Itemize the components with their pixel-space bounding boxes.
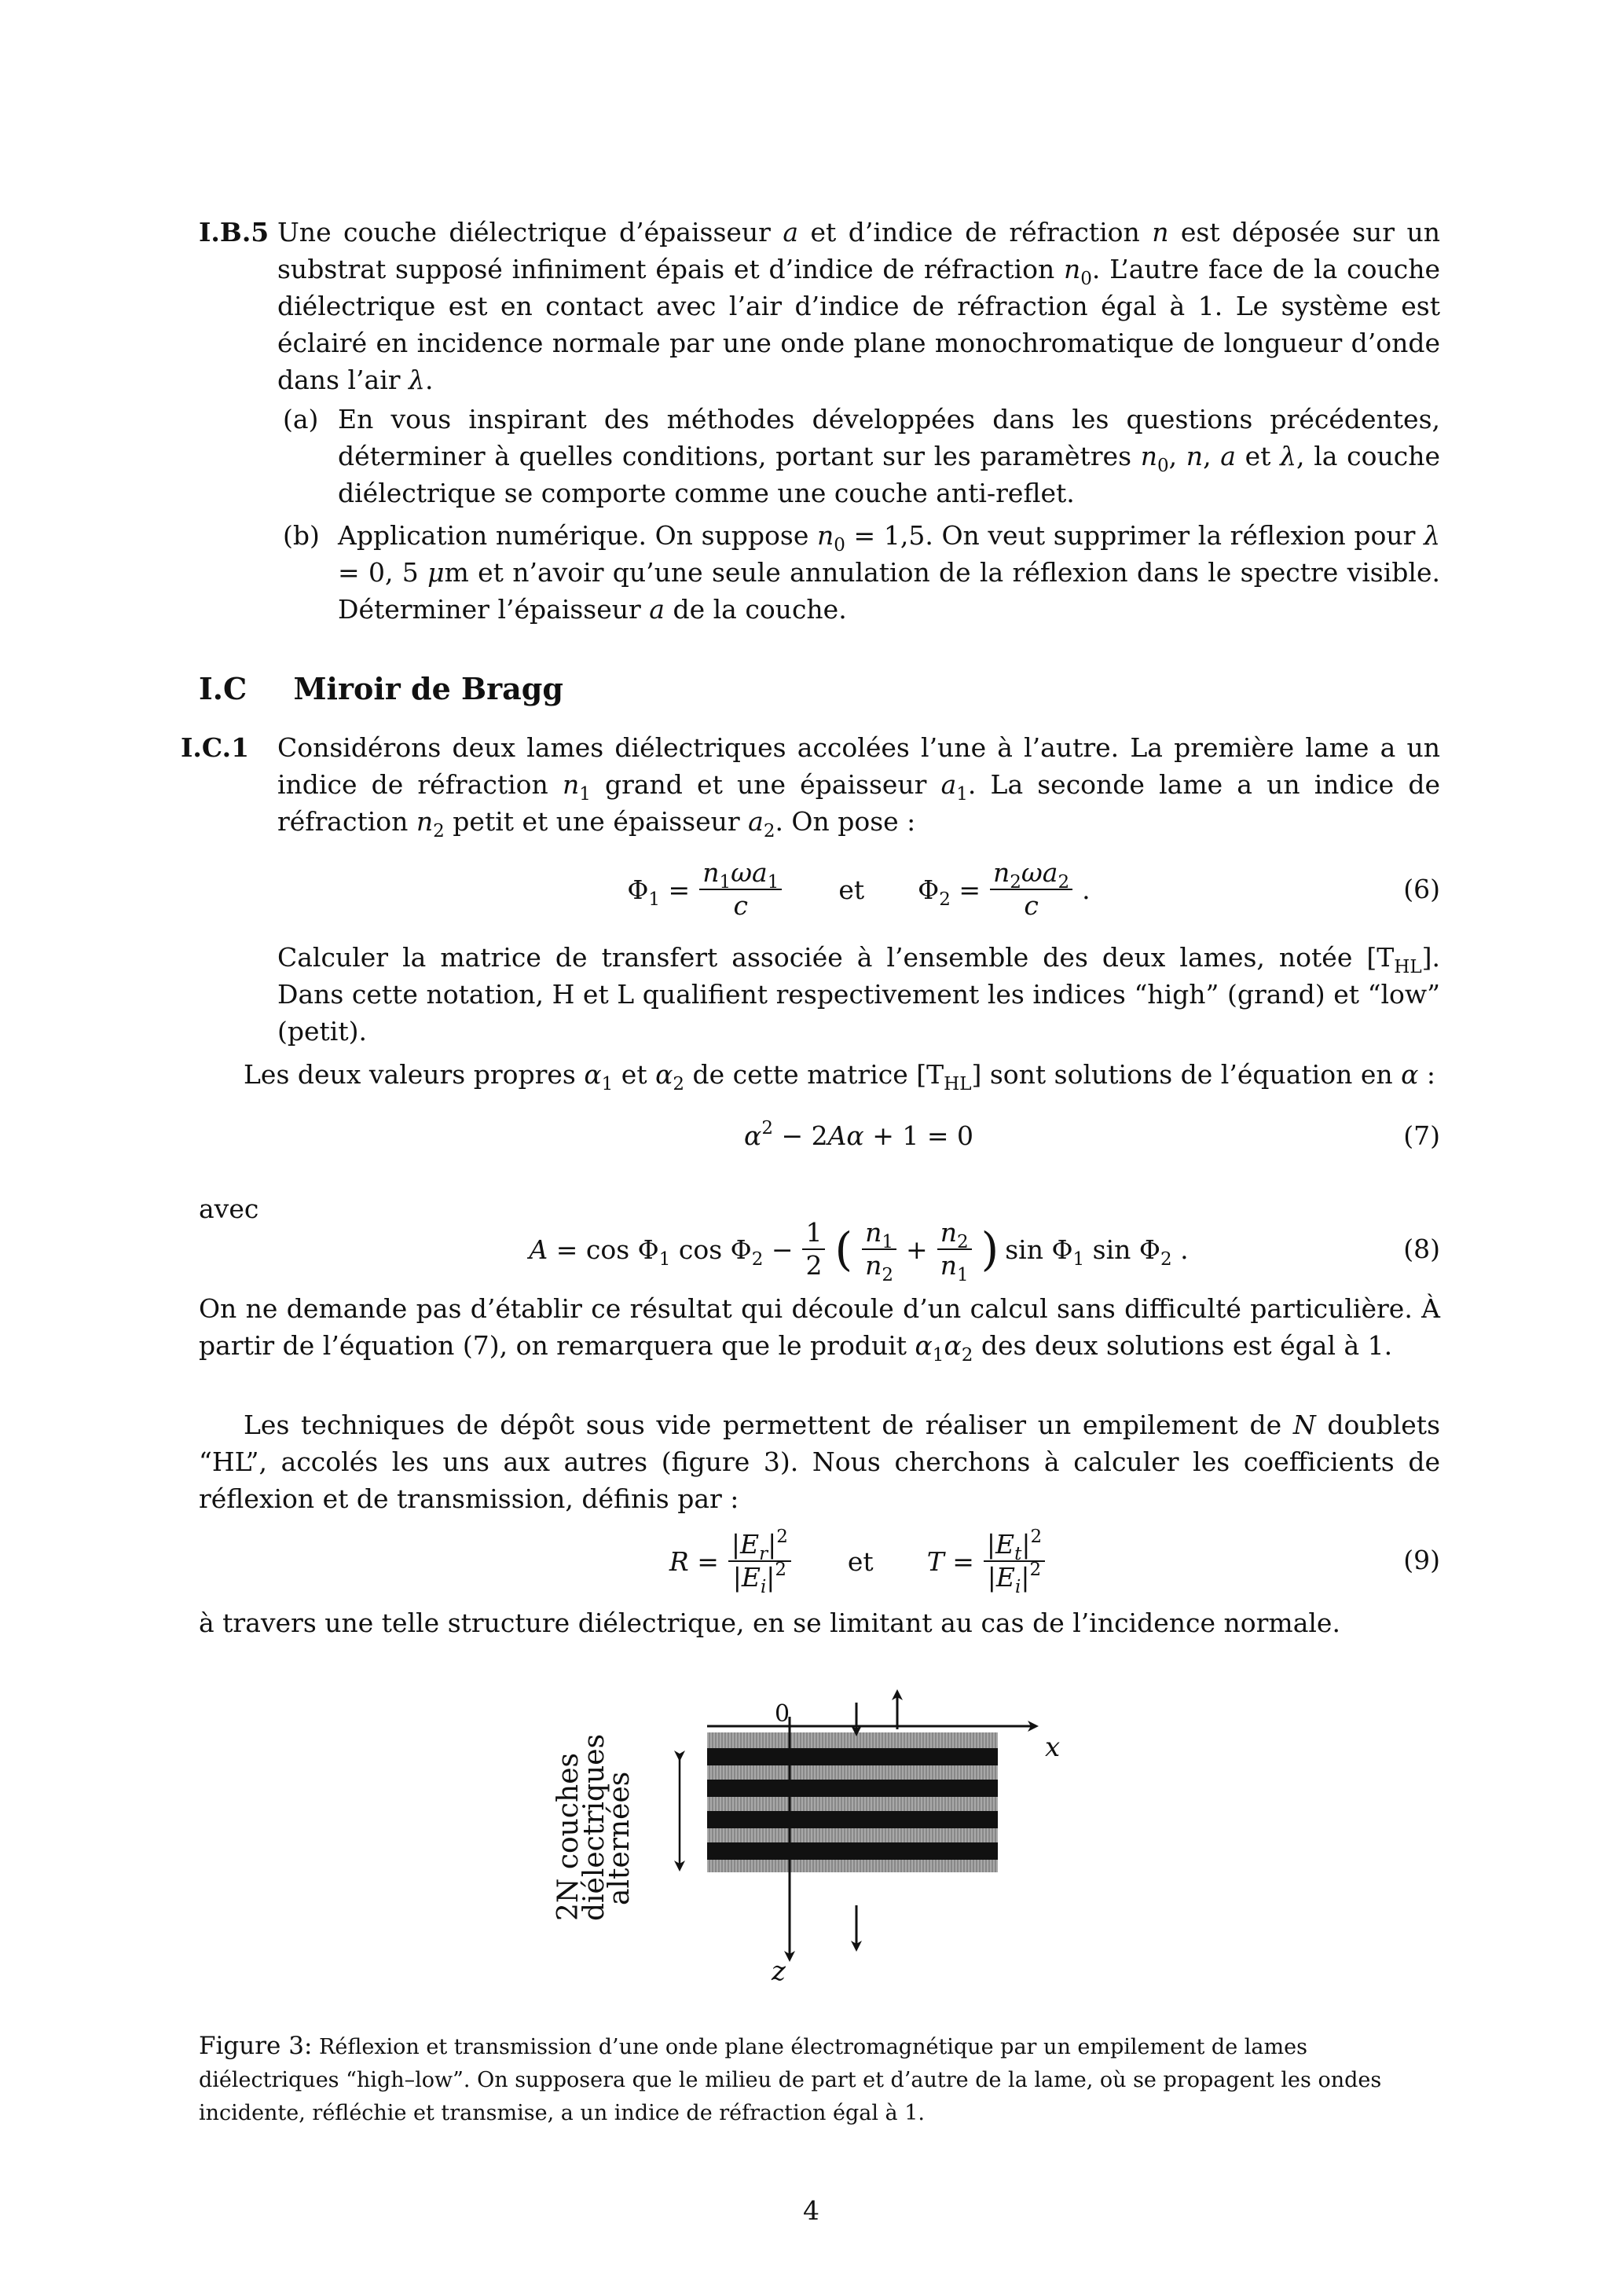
matrix-paragraph: Calculer la matrice de transfert associée à l’ensemble des deux lames, notée $[T_{HL}]$. Dans cette notation, H et L qualifient respectivement les indices “high” (grand) et “low” (petit). — [277, 942, 1440, 1047]
side-label-line3: alternées — [603, 1771, 636, 1905]
layer-high — [707, 1780, 998, 1797]
figure-3 — [542, 1685, 1092, 2000]
result-paragraph: On ne demande pas d’établir ce résultat qui découle d’un calcul sans difficulté particulière. À partir de l’équation (7), on remarquera que le produit $\alpha_1\alpha_2$ des deux solutions est égal à 1. — [199, 1293, 1440, 1366]
eigen-paragraph: Les deux valeurs propres $\alpha_1$ et $\alpha_2$ de cette matrice $[T_{HL}]$ sont solutions de l’équation en α : — [244, 1059, 1436, 1094]
equation-number: (8) — [1403, 1234, 1440, 1264]
origin-label: 0 — [775, 1700, 790, 1728]
figure-caption — [199, 2029, 1440, 2130]
avec-label: avec — [199, 1193, 259, 1224]
equation-number: (9) — [1403, 1545, 1440, 1575]
section-heading — [199, 669, 563, 709]
deposit-paragraph: Les techniques de dépôt sous vide permettent de réaliser un empilement de N doublets “HL”, accolés les uns aux autres (figure 3). Nous cherchons à calculer les coefficients de réflexion et de transmission, définis par : — [199, 1410, 1441, 1514]
equation-8: $A = \cos \Phi_1$ $\cos \Phi_2$ − $\frac{1}{2}$ ( $\frac{n_1}{n_2}$ + $\frac{n_2}{n_1}$ ) $\sin \Phi_1$ $\sin \Phi_2$ . (8) — [529, 1217, 1440, 1285]
item-text: En vous inspirant des méthodes développées dans les questions précédentes, déterminer à quelles conditions, portant sur les paramètres $n_0$, n, a et λ, la couche diélectrique se comporte comme une couche anti-reflet. — [338, 404, 1440, 508]
page-number: 4 — [803, 2195, 819, 2226]
figure-caption-label: Figure 3: — [199, 2032, 313, 2060]
layer-low — [707, 1765, 998, 1780]
equation-number: (6) — [1403, 874, 1440, 904]
after-paragraph: à travers une telle structure diélectrique, en se limitant au cas de l’incidence normale. — [199, 1608, 1340, 1638]
layer-high — [707, 1748, 998, 1765]
equation-9: R = $\frac{|E_r|^2}{|E_i|^2}$ et T = $\frac{|E_t|^2}{|E_i|^2}$ (9) — [669, 1527, 1440, 1597]
equation-6: $\Phi_1$ = $\frac{n_1\omega a_1}{c}$ et $\Phi_2$ = $\frac{n_2\omega a_2}{c}$ . (6) — [627, 857, 1440, 921]
question-text: Une couche diélectrique d’épaisseur a et d’indice de réfraction n est déposée sur un substrat supposé infiniment épais et d’indice de réfraction $n_0$. L’autre face de la couche diélectrique est en contact avec l’air d’indice de réfraction égal à 1. Le système est éclairé en incidence normale par une onde plane monochromatique de longueur d’onde dans l’air λ. — [277, 217, 1441, 395]
side-label-line1: 2N couches — [552, 1753, 585, 1921]
layer-low — [707, 1732, 998, 1748]
side-label-line2: diélectriques — [578, 1733, 610, 1921]
layer-low — [707, 1828, 998, 1842]
stack-side-label — [552, 1734, 636, 1921]
z-axis-label: z — [772, 1956, 786, 1987]
figure-caption-text: Réflexion et transmission d’une onde plane électromagnétique par un empilement de lames diélectriques “high–low”. On supposera que le milieu de part et d’autre de la lame, où se propagent les ondes incidente, réfléchie et transmise, a un indice de réfraction égal à 1. — [199, 2035, 1382, 2125]
question-number: I.C.1 — [181, 732, 250, 763]
question-number: I.B.5 — [199, 217, 269, 247]
x-axis-label: x — [1045, 1732, 1061, 1763]
layer-low — [707, 1797, 998, 1811]
layer-high — [707, 1811, 998, 1828]
equation-number: (7) — [1403, 1120, 1440, 1151]
section-number: I.C — [199, 671, 247, 706]
question-text: Considérons deux lames diélectriques accolées l’une à l’autre. La première lame a un indice de réfraction $n_1$ grand et une épaisseur $a_1$. La seconde lame a un indice de réfraction $n_2$ petit et une épaisseur $a_2$. On pose : — [277, 732, 1440, 841]
equation-7: $\alpha^2 - 2A\alpha + 1 = 0$ (7) — [277, 1116, 1440, 1155]
item-label: (a) — [283, 404, 319, 434]
section-title: Miroir de Bragg — [293, 671, 563, 706]
layer-high — [707, 1842, 998, 1860]
layer-low — [707, 1860, 998, 1872]
item-label: (b) — [283, 520, 320, 551]
item-text: Application numérique. On suppose $n_0 = 1,5$. On veut supprimer la réflexion pour λ = 0, 5 μm et n’avoir qu’une seule annulation de la réflexion dans le spectre visible. Déterminer l’épaisseur a de la couche. — [338, 520, 1440, 625]
